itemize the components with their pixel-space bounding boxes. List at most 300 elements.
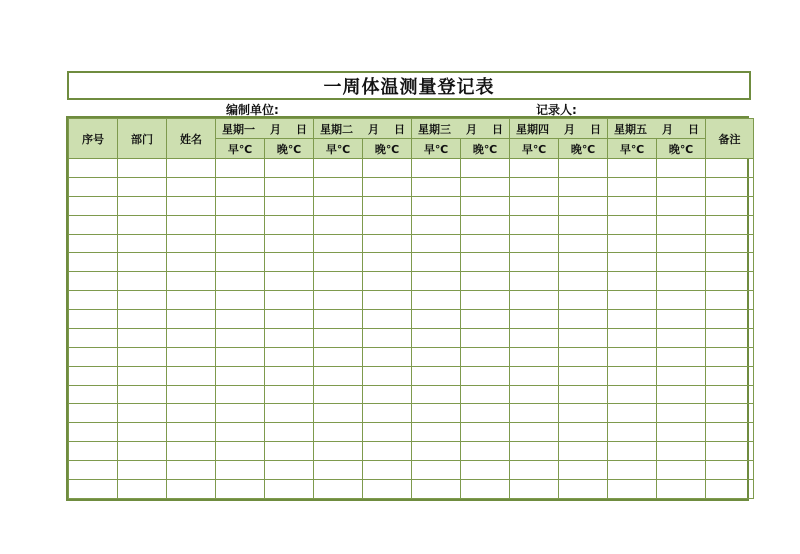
day-label: 星期四 xyxy=(516,122,549,136)
table-cell[interactable] xyxy=(118,366,167,385)
table-cell[interactable] xyxy=(510,215,559,234)
table-cell[interactable] xyxy=(657,159,706,178)
table-cell[interactable] xyxy=(657,385,706,404)
table-cell[interactable] xyxy=(657,347,706,366)
table-cell[interactable] xyxy=(118,479,167,498)
table-cell[interactable] xyxy=(265,461,314,480)
table-cell[interactable] xyxy=(510,196,559,215)
day-of-month-label: 日 xyxy=(590,122,601,136)
table-cell[interactable] xyxy=(412,423,461,442)
table-cell[interactable] xyxy=(167,385,216,404)
table-cell[interactable] xyxy=(608,423,657,442)
table-cell[interactable] xyxy=(412,196,461,215)
table-cell[interactable] xyxy=(118,442,167,461)
table-cell[interactable] xyxy=(265,196,314,215)
table-row xyxy=(69,159,754,178)
table-cell[interactable] xyxy=(314,347,363,366)
table-cell[interactable] xyxy=(412,215,461,234)
table-cell[interactable] xyxy=(167,177,216,196)
table-cell[interactable] xyxy=(559,328,608,347)
table-cell[interactable] xyxy=(314,215,363,234)
table-cell[interactable] xyxy=(118,177,167,196)
table-row xyxy=(69,461,754,480)
table-cell[interactable] xyxy=(461,253,510,272)
table-cell[interactable] xyxy=(657,234,706,253)
table-cell[interactable] xyxy=(412,291,461,310)
table-cell[interactable] xyxy=(559,366,608,385)
table-cell[interactable] xyxy=(265,328,314,347)
table-cell[interactable] xyxy=(608,159,657,178)
table-cell[interactable] xyxy=(363,347,412,366)
table-cell[interactable] xyxy=(461,461,510,480)
table-cell[interactable] xyxy=(216,196,265,215)
table-row xyxy=(69,479,754,498)
table-cell[interactable] xyxy=(559,215,608,234)
table-cell[interactable] xyxy=(363,234,412,253)
table-cell[interactable] xyxy=(167,479,216,498)
table-cell[interactable] xyxy=(118,385,167,404)
table-cell[interactable] xyxy=(314,423,363,442)
table-cell[interactable] xyxy=(363,366,412,385)
table-cell[interactable] xyxy=(412,253,461,272)
table-cell[interactable] xyxy=(706,479,754,498)
table-cell[interactable] xyxy=(363,479,412,498)
table-cell[interactable] xyxy=(608,272,657,291)
table-cell[interactable] xyxy=(265,479,314,498)
table-cell[interactable] xyxy=(461,159,510,178)
table-cell[interactable] xyxy=(363,272,412,291)
table-cell[interactable] xyxy=(559,253,608,272)
table-cell[interactable] xyxy=(657,196,706,215)
table-cell[interactable] xyxy=(167,215,216,234)
table-cell[interactable] xyxy=(412,404,461,423)
table-cell[interactable] xyxy=(216,404,265,423)
table-row xyxy=(69,404,754,423)
table-cell[interactable] xyxy=(314,272,363,291)
table-cell[interactable] xyxy=(118,423,167,442)
table-cell[interactable] xyxy=(706,215,754,234)
table-cell[interactable] xyxy=(510,423,559,442)
table-cell[interactable] xyxy=(69,234,118,253)
table-cell[interactable] xyxy=(69,310,118,329)
table-cell[interactable] xyxy=(69,461,118,480)
table-cell[interactable] xyxy=(412,159,461,178)
table-cell[interactable] xyxy=(314,291,363,310)
table-cell[interactable] xyxy=(314,310,363,329)
table-cell[interactable] xyxy=(510,347,559,366)
table-cell[interactable] xyxy=(461,366,510,385)
table-row xyxy=(69,423,754,442)
table-cell[interactable] xyxy=(363,442,412,461)
table-cell[interactable] xyxy=(706,159,754,178)
table-cell[interactable] xyxy=(69,177,118,196)
table-cell[interactable] xyxy=(265,423,314,442)
table-cell[interactable] xyxy=(412,479,461,498)
table-cell[interactable] xyxy=(412,347,461,366)
table-cell[interactable] xyxy=(461,442,510,461)
day-label: 星期一 xyxy=(222,122,255,136)
table-cell[interactable] xyxy=(216,215,265,234)
table-cell[interactable] xyxy=(363,215,412,234)
table-cell[interactable] xyxy=(608,234,657,253)
table-cell[interactable] xyxy=(167,423,216,442)
table-cell[interactable] xyxy=(314,234,363,253)
form-title xyxy=(67,71,751,100)
table-cell[interactable] xyxy=(608,347,657,366)
table-cell[interactable] xyxy=(118,215,167,234)
table-cell[interactable] xyxy=(216,159,265,178)
table-cell[interactable] xyxy=(265,177,314,196)
table-cell[interactable] xyxy=(657,310,706,329)
table-cell[interactable] xyxy=(118,347,167,366)
table-cell[interactable] xyxy=(265,234,314,253)
table-cell[interactable] xyxy=(69,385,118,404)
table-cell[interactable] xyxy=(69,253,118,272)
table-cell[interactable] xyxy=(69,328,118,347)
table-cell[interactable] xyxy=(265,215,314,234)
table-cell[interactable] xyxy=(363,461,412,480)
table-cell[interactable] xyxy=(167,291,216,310)
table-cell[interactable] xyxy=(216,385,265,404)
table-cell[interactable] xyxy=(167,272,216,291)
table-cell[interactable] xyxy=(69,347,118,366)
header-day-2 xyxy=(314,119,412,139)
header-evening: 晚℃ xyxy=(265,139,314,159)
table-cell[interactable] xyxy=(461,310,510,329)
table-cell[interactable] xyxy=(363,253,412,272)
table-cell[interactable] xyxy=(608,177,657,196)
month-label: 月 xyxy=(466,122,477,136)
table-cell[interactable] xyxy=(510,328,559,347)
table-cell[interactable] xyxy=(265,385,314,404)
table-cell[interactable] xyxy=(559,159,608,178)
header-evening: 晚℃ xyxy=(461,139,510,159)
table-cell[interactable] xyxy=(363,196,412,215)
table-cell[interactable] xyxy=(461,347,510,366)
table-cell[interactable] xyxy=(510,253,559,272)
table-cell[interactable] xyxy=(118,159,167,178)
table-cell[interactable] xyxy=(314,159,363,178)
table-cell[interactable] xyxy=(69,291,118,310)
table-cell[interactable] xyxy=(216,347,265,366)
table-cell[interactable] xyxy=(412,366,461,385)
table-cell[interactable] xyxy=(657,291,706,310)
header-day-3 xyxy=(412,119,510,139)
table-cell[interactable] xyxy=(363,177,412,196)
table-cell[interactable] xyxy=(559,442,608,461)
table-cell[interactable] xyxy=(657,328,706,347)
table-cell[interactable] xyxy=(510,442,559,461)
table-cell[interactable] xyxy=(608,461,657,480)
table-cell[interactable] xyxy=(657,404,706,423)
table-cell[interactable] xyxy=(363,159,412,178)
table-cell[interactable] xyxy=(363,404,412,423)
day-label: 星期二 xyxy=(320,122,353,136)
table-cell[interactable] xyxy=(706,291,754,310)
table-cell[interactable] xyxy=(461,291,510,310)
table-cell[interactable] xyxy=(608,253,657,272)
table-cell[interactable] xyxy=(363,310,412,329)
day-of-month-label: 日 xyxy=(296,122,307,136)
table-cell[interactable] xyxy=(657,272,706,291)
table-cell[interactable] xyxy=(412,461,461,480)
table-cell[interactable] xyxy=(559,234,608,253)
table-cell[interactable] xyxy=(461,479,510,498)
header-dept: 部门 xyxy=(118,119,167,159)
table-cell[interactable] xyxy=(657,461,706,480)
table-body xyxy=(69,159,754,499)
table-cell[interactable] xyxy=(167,404,216,423)
table-cell[interactable] xyxy=(363,291,412,310)
table-cell[interactable] xyxy=(608,442,657,461)
table-cell[interactable] xyxy=(510,366,559,385)
table-cell[interactable] xyxy=(314,442,363,461)
table-row xyxy=(69,442,754,461)
table-row xyxy=(69,196,754,215)
table-cell[interactable] xyxy=(461,423,510,442)
header-morning: 早℃ xyxy=(510,139,559,159)
table-cell[interactable] xyxy=(265,159,314,178)
table-cell[interactable] xyxy=(559,423,608,442)
table-cell[interactable] xyxy=(167,159,216,178)
day-of-month-label: 日 xyxy=(394,122,405,136)
header-seq: 序号 xyxy=(69,119,118,159)
table-cell[interactable] xyxy=(314,196,363,215)
table-cell[interactable] xyxy=(412,272,461,291)
table-cell[interactable] xyxy=(510,291,559,310)
header-morning: 早℃ xyxy=(608,139,657,159)
table-row xyxy=(69,215,754,234)
table-cell[interactable] xyxy=(510,385,559,404)
table-cell[interactable] xyxy=(706,328,754,347)
table-cell[interactable] xyxy=(216,423,265,442)
header-day-4 xyxy=(510,119,608,139)
header-name: 姓名 xyxy=(167,119,216,159)
table-cell[interactable] xyxy=(69,366,118,385)
table-cell[interactable] xyxy=(706,234,754,253)
table-cell[interactable] xyxy=(510,177,559,196)
table-cell[interactable] xyxy=(608,366,657,385)
table-cell[interactable] xyxy=(167,461,216,480)
table-cell[interactable] xyxy=(461,234,510,253)
header-evening: 晚℃ xyxy=(657,139,706,159)
table-cell[interactable] xyxy=(167,328,216,347)
table-cell[interactable] xyxy=(167,366,216,385)
table-row xyxy=(69,177,754,196)
table-cell[interactable] xyxy=(216,310,265,329)
table-cell[interactable] xyxy=(363,385,412,404)
table-cell[interactable] xyxy=(314,366,363,385)
table-cell[interactable] xyxy=(216,272,265,291)
day-label: 星期三 xyxy=(418,122,451,136)
table-cell[interactable] xyxy=(265,253,314,272)
table-cell[interactable] xyxy=(608,479,657,498)
table-cell[interactable] xyxy=(363,423,412,442)
table-cell[interactable] xyxy=(69,479,118,498)
table-cell[interactable] xyxy=(412,328,461,347)
table-cell[interactable] xyxy=(461,404,510,423)
table-cell[interactable] xyxy=(314,177,363,196)
temperature-table xyxy=(66,116,749,501)
table-cell[interactable] xyxy=(706,366,754,385)
table-row xyxy=(69,310,754,329)
month-label: 月 xyxy=(662,122,673,136)
table-cell[interactable] xyxy=(69,272,118,291)
table-cell[interactable] xyxy=(167,196,216,215)
table-cell[interactable] xyxy=(559,461,608,480)
table-cell[interactable] xyxy=(69,159,118,178)
table-cell[interactable] xyxy=(118,328,167,347)
table-cell[interactable] xyxy=(559,479,608,498)
table-cell[interactable] xyxy=(657,479,706,498)
table-cell[interactable] xyxy=(69,215,118,234)
recorder-label: 记录人: xyxy=(536,103,577,117)
table-cell[interactable] xyxy=(216,461,265,480)
table-cell[interactable] xyxy=(216,253,265,272)
table-cell[interactable] xyxy=(412,310,461,329)
table-cell[interactable] xyxy=(510,310,559,329)
table-cell[interactable] xyxy=(216,479,265,498)
table-cell[interactable] xyxy=(167,442,216,461)
table-cell[interactable] xyxy=(608,328,657,347)
header-morning: 早℃ xyxy=(314,139,363,159)
table-row xyxy=(69,272,754,291)
table-cell[interactable] xyxy=(559,347,608,366)
table-cell[interactable] xyxy=(216,177,265,196)
table-cell[interactable] xyxy=(510,404,559,423)
table-cell[interactable] xyxy=(314,461,363,480)
table-cell[interactable] xyxy=(657,177,706,196)
table-cell[interactable] xyxy=(314,253,363,272)
header-remark: 备注 xyxy=(706,119,754,159)
table-cell[interactable] xyxy=(412,177,461,196)
table-cell[interactable] xyxy=(559,291,608,310)
table-cell[interactable] xyxy=(118,272,167,291)
table-cell[interactable] xyxy=(559,177,608,196)
table-cell[interactable] xyxy=(706,177,754,196)
table-cell[interactable] xyxy=(363,328,412,347)
table-cell[interactable] xyxy=(657,423,706,442)
table-cell[interactable] xyxy=(118,310,167,329)
table-row xyxy=(69,291,754,310)
table-cell[interactable] xyxy=(461,196,510,215)
header-evening: 晚℃ xyxy=(559,139,608,159)
table-cell[interactable] xyxy=(265,272,314,291)
table-cell[interactable] xyxy=(461,177,510,196)
table-cell[interactable] xyxy=(510,159,559,178)
table-cell[interactable] xyxy=(265,404,314,423)
table-cell[interactable] xyxy=(706,385,754,404)
table-cell[interactable] xyxy=(461,328,510,347)
table-cell[interactable] xyxy=(510,461,559,480)
table-cell[interactable] xyxy=(265,291,314,310)
table-cell[interactable] xyxy=(559,310,608,329)
table-cell[interactable] xyxy=(216,291,265,310)
table-cell[interactable] xyxy=(314,328,363,347)
table-row xyxy=(69,347,754,366)
table-cell[interactable] xyxy=(167,253,216,272)
table-cell[interactable] xyxy=(706,196,754,215)
table-cell[interactable] xyxy=(608,310,657,329)
table-cell[interactable] xyxy=(412,234,461,253)
table-cell[interactable] xyxy=(69,196,118,215)
table-cell[interactable] xyxy=(608,215,657,234)
table-cell[interactable] xyxy=(314,404,363,423)
table-row xyxy=(69,253,754,272)
table-cell[interactable] xyxy=(559,272,608,291)
table-cell[interactable] xyxy=(461,272,510,291)
table-cell[interactable] xyxy=(510,479,559,498)
table-cell[interactable] xyxy=(265,310,314,329)
table-cell[interactable] xyxy=(559,196,608,215)
table-cell[interactable] xyxy=(706,442,754,461)
table-cell[interactable] xyxy=(608,291,657,310)
table-cell[interactable] xyxy=(167,310,216,329)
table-cell[interactable] xyxy=(657,215,706,234)
table-cell[interactable] xyxy=(608,404,657,423)
table-cell[interactable] xyxy=(265,347,314,366)
table-cell[interactable] xyxy=(216,366,265,385)
table-cell[interactable] xyxy=(265,442,314,461)
table-cell[interactable] xyxy=(706,347,754,366)
month-label: 月 xyxy=(564,122,575,136)
table-cell[interactable] xyxy=(118,291,167,310)
table-cell[interactable] xyxy=(118,253,167,272)
table-cell[interactable] xyxy=(657,366,706,385)
table-cell[interactable] xyxy=(461,215,510,234)
table-cell[interactable] xyxy=(412,385,461,404)
table-cell[interactable] xyxy=(118,196,167,215)
table-cell[interactable] xyxy=(559,404,608,423)
table-cell[interactable] xyxy=(216,442,265,461)
table-cell[interactable] xyxy=(608,196,657,215)
table-row xyxy=(69,366,754,385)
table-cell[interactable] xyxy=(706,310,754,329)
table-cell[interactable] xyxy=(216,234,265,253)
table-cell[interactable] xyxy=(706,272,754,291)
month-label: 月 xyxy=(270,122,281,136)
table-cell[interactable] xyxy=(706,404,754,423)
table-cell[interactable] xyxy=(314,385,363,404)
table-cell[interactable] xyxy=(118,404,167,423)
table-cell[interactable] xyxy=(706,461,754,480)
table-cell[interactable] xyxy=(706,253,754,272)
table-cell[interactable] xyxy=(118,461,167,480)
table-cell[interactable] xyxy=(69,442,118,461)
table-cell[interactable] xyxy=(265,366,314,385)
table-cell[interactable] xyxy=(69,423,118,442)
form-title-text: 一周体温测量登记表 xyxy=(323,76,495,98)
table-cell[interactable] xyxy=(559,385,608,404)
table-cell[interactable] xyxy=(118,234,167,253)
table-cell[interactable] xyxy=(412,442,461,461)
table-cell[interactable] xyxy=(706,423,754,442)
table-cell[interactable] xyxy=(314,479,363,498)
table-cell[interactable] xyxy=(510,234,559,253)
header-day-5 xyxy=(608,119,706,139)
table-cell[interactable] xyxy=(608,385,657,404)
table-cell[interactable] xyxy=(657,442,706,461)
table-row xyxy=(69,385,754,404)
table-cell[interactable] xyxy=(461,385,510,404)
table-cell[interactable] xyxy=(69,404,118,423)
table-cell[interactable] xyxy=(167,234,216,253)
unit-label: 编制单位: xyxy=(226,103,279,117)
table-cell[interactable] xyxy=(216,328,265,347)
table-cell[interactable] xyxy=(167,347,216,366)
table-cell[interactable] xyxy=(510,272,559,291)
table-cell[interactable] xyxy=(657,253,706,272)
